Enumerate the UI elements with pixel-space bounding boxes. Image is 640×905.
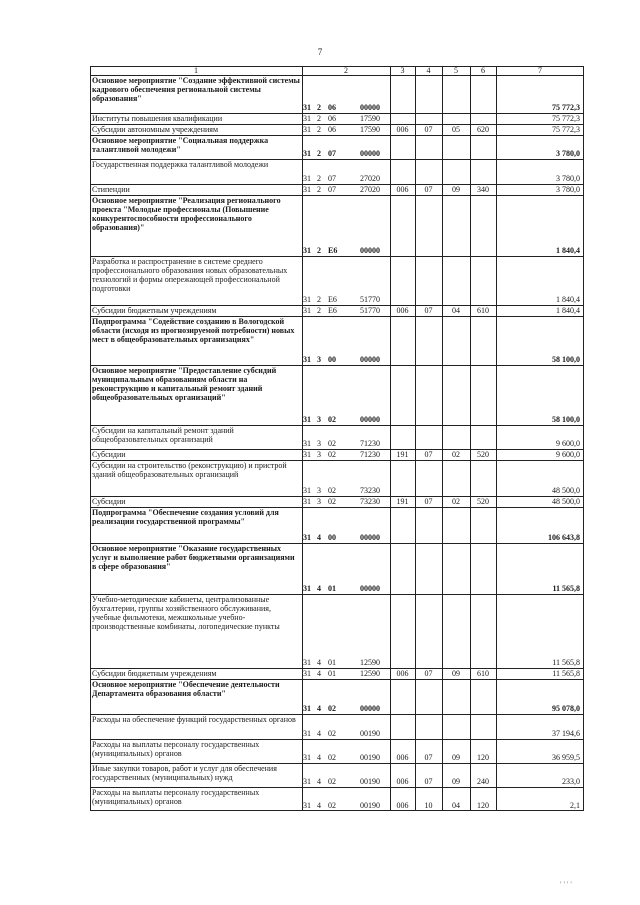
code-expense-type: 520 [477,450,489,459]
row-amount: 106 643,8 [548,533,580,542]
row-name: Расходы на выплаты персоналу государственных (муниципальных) органов [92,740,260,758]
row-name: Субсидии автономным учреждениям [92,125,219,134]
row-name: Субсидии бюджетным учреждениям [92,306,217,315]
row-name: Субсидии [92,450,126,459]
code-subprogram: 3 [317,439,321,448]
code-event: 00 [328,533,336,542]
code-program: 31 [303,584,311,593]
grid-line [90,810,584,811]
code-subprogram: 4 [317,753,321,762]
code-program: 31 [303,415,311,424]
code-direction: 12590 [360,669,380,678]
row-amount: 37 194,6 [552,729,580,738]
code-direction: 00000 [360,149,380,158]
code-subsection: 04 [452,801,460,810]
code-direction: 00190 [360,801,380,810]
row-name: Субсидии бюджетным учреждениям [92,669,217,678]
row-name: Иные закупки товаров, работ и услуг для обеспечения государственных (муниципальных) нужд [92,764,277,782]
row-amount: 48 500,0 [552,486,580,495]
row-amount: 95 078,0 [552,704,580,713]
code-direction: 17590 [360,114,380,123]
code-subsection: 09 [452,777,460,786]
code-event: 02 [328,486,336,495]
column-header: 6 [481,66,485,75]
code-expense-type: 120 [477,801,489,810]
code-subprogram: 4 [317,584,321,593]
code-subsection: 05 [452,125,460,134]
code-subprogram: 2 [317,174,321,183]
row-name: Основное мероприятие "Предоставление субсидий муниципальным образованиям области на реконструкцию и капитальный ремонт зданий общеобразовательных организаций" [92,366,277,402]
code-program: 31 [303,704,311,713]
code-event: 02 [328,801,336,810]
code-event: 02 [328,777,336,786]
code-program: 31 [303,439,311,448]
code-direction: 00190 [360,729,380,738]
code-program: 31 [303,729,311,738]
corner-mark: ' ' ' ' [560,880,572,889]
code-subprogram: 4 [317,669,321,678]
code-subsection: 02 [452,497,460,506]
column-header: 2 [344,66,348,75]
code-expense-type: 520 [477,497,489,506]
row-name: Основное мероприятие "Оказание государственных услуг и выполнение работ бюджетными организациями в сфере образования" [92,544,295,571]
grid-line [442,66,443,811]
code-subprogram: 4 [317,801,321,810]
code-direction: 51770 [360,306,380,315]
code-direction: 00000 [360,246,380,255]
code-direction: 27020 [360,185,380,194]
code-direction: 12590 [360,658,380,667]
code-subprogram: 4 [317,533,321,542]
code-program: 31 [303,185,311,194]
code-event: 02 [328,729,336,738]
row-amount: 9 600,0 [556,450,580,459]
row-name: Субсидии [92,497,126,506]
code-section: 07 [424,306,433,315]
code-event: 02 [328,497,336,506]
code-direction: 00000 [360,704,380,713]
code-event: 01 [328,584,336,593]
code-program: 31 [303,355,311,364]
code-section: 07 [424,753,433,762]
code-event: 01 [328,658,336,667]
row-amount: 75 772,3 [552,103,580,112]
row-amount: 9 600,0 [556,439,580,448]
code-event: 01 [328,669,336,678]
code-event: 00 [328,355,336,364]
code-subprogram: 2 [317,295,321,304]
code-program: 31 [303,125,311,134]
code-program: 31 [303,306,311,315]
code-subsection: 04 [452,306,460,315]
row-amount: 2,1 [570,801,580,810]
row-amount: 75 772,3 [552,125,580,134]
row-name: Субсидии на строительство (реконструкцию) и пристрой зданий общеобразовательных организаций [92,461,287,479]
code-program: 31 [303,114,311,123]
code-subsection: 09 [452,669,460,678]
code-direction: 51770 [360,295,380,304]
column-header: 3 [400,66,405,75]
row-name: Государственная поддержка талантливой молодежи [92,160,269,169]
code-direction: 17590 [360,125,380,134]
code-section: 10 [424,801,433,810]
row-amount: 36 959,5 [552,753,580,762]
code-program: 31 [303,149,311,158]
code-subprogram: 2 [317,149,321,158]
row-name: Учебно-методические кабинеты, централизованные бухгалтерии, группы хозяйственного обслуживания, учебные фильмотеки, межшкольные учебно-производственные комбинаты, логопедические пункты [92,595,280,631]
row-amount: 75 772,3 [552,114,580,123]
code-direction: 27020 [360,174,380,183]
code-direction: 00190 [360,777,380,786]
code-event: E6 [328,246,338,255]
code-program: 31 [303,174,311,183]
row-name: Основное мероприятие "Социальная поддержка талантливой молодежи" [92,136,269,154]
grid-line [583,66,584,811]
code-program: 31 [303,753,311,762]
row-amount: 1 840,4 [556,306,580,315]
row-name: Расходы на обеспечение функций государственных органов [92,715,296,724]
row-amount: 3 780,0 [556,185,580,194]
code-subprogram: 2 [317,306,321,315]
grid-line [90,66,91,811]
code-program: 31 [303,669,311,678]
row-amount: 233,0 [562,777,580,786]
budget-table [90,66,584,849]
code-direction: 00000 [360,584,380,593]
code-section: 07 [424,125,433,134]
code-department: 191 [396,450,409,459]
code-expense-type: 610 [477,306,489,315]
code-event: 02 [328,450,336,459]
code-subprogram: 2 [317,114,321,123]
code-direction: 00190 [360,753,380,762]
code-department: 191 [396,497,409,506]
row-name: Институты повышения квалификации [92,114,223,123]
code-program: 31 [303,246,311,255]
grid-line [415,66,416,811]
code-program: 31 [303,533,311,542]
code-event: 02 [328,439,336,448]
code-program: 31 [303,103,311,112]
row-name: Субсидии на капитальный ремонт зданий общеобразовательных организаций [92,426,234,444]
row-name: Подпрограмма "Обеспечение создания условий для реализации государственной программы" [92,508,279,526]
code-section: 07 [424,450,433,459]
column-header: 5 [454,66,458,75]
code-direction: 73230 [360,497,380,506]
code-event: E6 [328,306,337,315]
code-subprogram: 2 [317,246,321,255]
row-name: Основное мероприятие "Создание эффективной системы кадрового обеспечения региональной системы образования" [92,76,300,103]
row-name: Разработка и распространение в системе среднего профессионального образования новых образовательных технологий и формы опережающей профессиональной подготовки [92,257,288,293]
code-direction: 71230 [360,450,380,459]
code-department: 006 [396,801,409,810]
code-subprogram: 3 [317,355,321,364]
row-name: Расходы на выплаты персоналу государственных (муниципальных) органов [92,788,260,806]
code-direction: 00000 [360,103,380,112]
code-department: 006 [396,777,409,786]
code-program: 31 [303,486,311,495]
code-department: 006 [396,753,409,762]
code-expense-type: 340 [477,185,489,194]
code-subprogram: 2 [317,185,321,194]
row-amount: 58 100,0 [552,355,580,364]
grid-line [470,66,471,811]
code-program: 31 [303,801,311,810]
code-event: 02 [328,415,336,424]
code-direction: 00000 [360,355,380,364]
code-department: 006 [396,185,409,194]
code-subprogram: 4 [317,729,321,738]
code-expense-type: 610 [477,669,489,678]
code-subprogram: 4 [317,658,321,667]
code-direction: 73230 [360,486,380,495]
row-name: Стипендии [92,185,130,194]
column-header: 4 [426,66,431,75]
code-subprogram: 2 [317,125,321,134]
code-subprogram: 2 [317,103,321,112]
grid-line [390,66,391,811]
code-event: 06 [328,103,336,112]
code-direction: 00000 [360,533,380,542]
code-section: 07 [424,669,433,678]
code-department: 006 [396,125,409,134]
code-event: 06 [328,125,336,134]
row-amount: 11 565,8 [552,658,580,667]
code-event: 07 [328,185,336,194]
row-amount: 11 565,8 [552,584,580,593]
code-department: 006 [396,306,409,315]
code-subprogram: 3 [317,415,321,424]
code-subprogram: 4 [317,777,321,786]
row-amount: 1 840,4 [556,246,580,255]
code-subprogram: 3 [317,450,321,459]
code-section: 07 [424,185,433,194]
code-subsection: 02 [452,450,460,459]
row-amount: 3 780,0 [556,174,580,183]
code-expense-type: 120 [477,753,489,762]
row-name: Основное мероприятие "Обеспечение деятельности Департамента образования области" [92,680,280,698]
code-event: 02 [328,753,336,762]
row-amount: 58 100,0 [552,415,580,424]
row-amount: 3 780,0 [556,149,580,158]
code-event: 02 [328,704,336,713]
code-program: 31 [303,295,311,304]
column-header: 1 [194,66,198,75]
code-event: E6 [328,295,337,304]
code-program: 31 [303,777,311,786]
column-header: 7 [538,66,542,75]
code-expense-type: 240 [477,777,489,786]
row-amount: 11 565,8 [552,669,580,678]
code-subsection: 09 [452,753,460,762]
code-subsection: 09 [452,185,460,194]
code-section: 07 [424,497,433,506]
row-amount: 1 840,4 [556,295,580,304]
code-department: 006 [396,669,409,678]
code-program: 31 [303,450,311,459]
code-event: 06 [328,114,336,123]
code-subprogram: 3 [317,486,321,495]
row-amount: 48 500,0 [552,497,580,506]
code-event: 07 [328,149,336,158]
code-subprogram: 4 [317,704,321,713]
page-number: 7 [317,47,323,57]
code-event: 07 [328,174,336,183]
code-section: 07 [424,777,433,786]
code-direction: 71230 [360,439,380,448]
code-program: 31 [303,658,311,667]
row-name: Подпрограмма "Содействие созданию в Вологодской области (исходя из прогнозируемой потребности) новых мест в общеобразовательных организациях" [92,317,295,344]
code-direction: 00000 [360,415,380,424]
code-subprogram: 3 [317,497,321,506]
row-name: Основное мероприятие "Реализация регионального проекта "Молодые профессионалы (Повышение конкурентоспособности профессионального образования)" [92,196,281,232]
code-program: 31 [303,497,311,506]
code-expense-type: 620 [477,125,489,134]
